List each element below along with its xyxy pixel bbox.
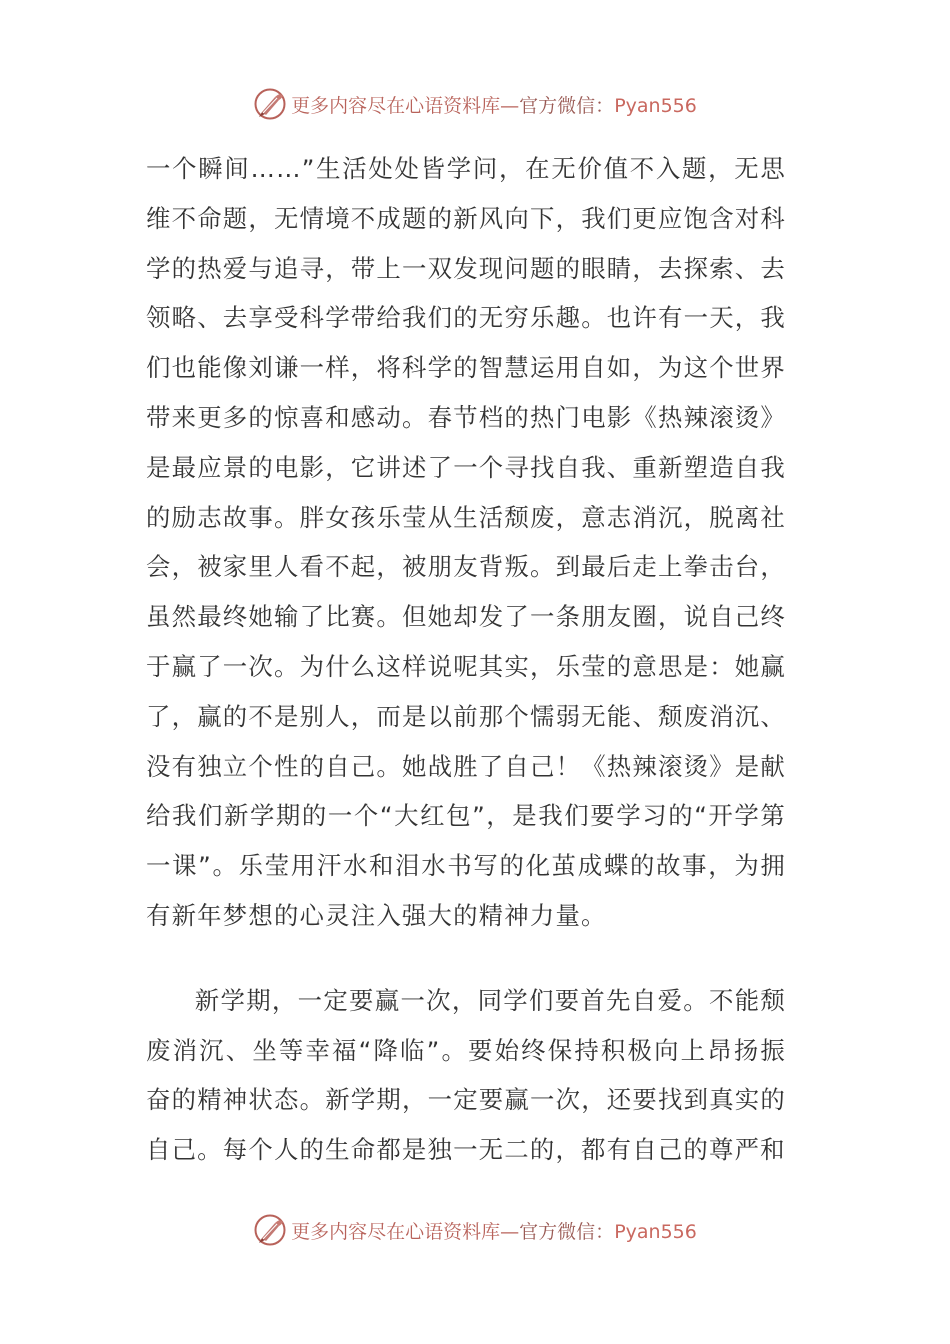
document-body <box>146 144 786 1175</box>
wechat-label: 官方微信： <box>519 94 615 117</box>
wechat-id: Pyan556 <box>614 1220 697 1243</box>
wechat-id: Pyan556 <box>614 94 697 117</box>
paragraph-2: 新学期，一定要赢一次，同学们要首先自爱。不能颓废消沉、坐等幸福“降临”。要始终保持积极向上昂扬振奋的精神状态。新学期，一定要赢一次，还要找到真实的自己。每个人的生命都是独一无二的，都有自己的尊严和 <box>146 985 786 1165</box>
banner-text <box>291 91 697 118</box>
banner-dash: — <box>500 1220 520 1243</box>
banner-dash: — <box>500 94 520 117</box>
pen-nib-logo-icon <box>253 1213 287 1247</box>
pen-nib-logo-icon <box>253 87 287 121</box>
footer-banner <box>0 1210 950 1250</box>
site-name: 更多内容尽在心语资料库 <box>291 94 501 117</box>
wechat-label: 官方微信： <box>519 1220 615 1243</box>
paragraph-1: 一个瞬间……”生活处处皆学问，在无价值不入题，无思维不命题，无情境不成题的新风向下，我们更应饱含对科学的热爱与追寻，带上一双发现问题的眼睛，去探索、去领略、去享受科学带给我们的无穷乐趣。也许有一天，我们也能像刘谦一样，将科学的智慧运用自如，为这个世界带来更多的惊喜和感动。春节档的热门电影《热辣滚烫》是最应景的电影，它讲述了一个寻找自我、重新塑造自我的励志故事。胖女孩乐莹从生活颓废，意志消沉，脱离社会，被家里人看不起，被朋友背叛。到最后走上拳击台，虽然最终她输了比赛。但她却发了一条朋友圈，说自己终于赢了一次。为什么这样说呢其实，乐莹的意思是：她赢了，赢的不是别人，而是以前那个懦弱无能、颓废消沉、没有独立个性的自己。她战胜了自己！《热辣滚烫》是献给我们新学期的一个“大红包”，是我们要学习的“开学第一课”。乐莹用汗水和泪水书写的化茧成蝶的故事，为拥有新年梦想的心灵注入强大的精神力量。 <box>146 154 786 930</box>
banner-text <box>291 1217 697 1244</box>
header-banner <box>0 84 950 124</box>
site-name: 更多内容尽在心语资料库 <box>291 1220 501 1243</box>
